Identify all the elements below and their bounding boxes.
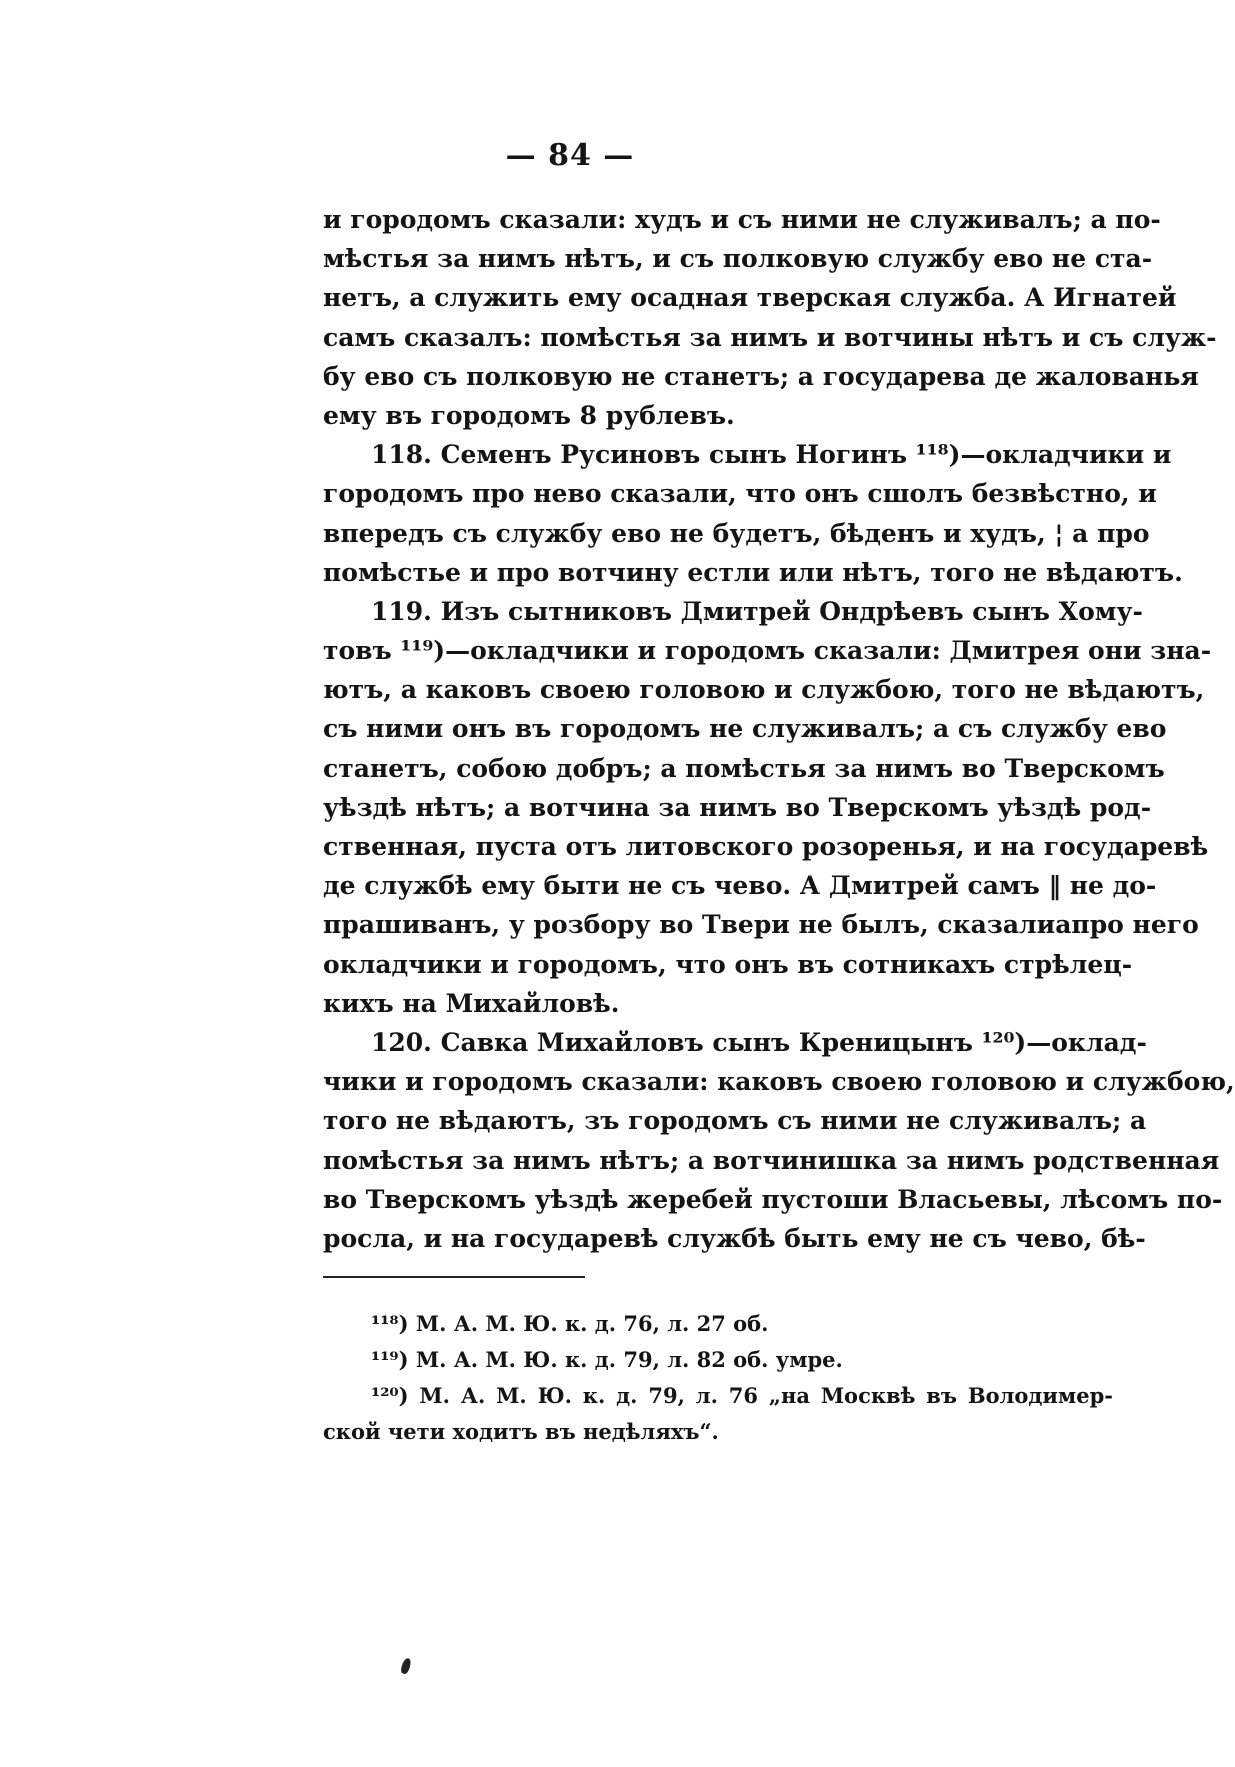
- text-line: во Тверскомъ уѣздѣ жеребей пустоши Власьевы, лѣсомъ по-: [323, 1184, 1223, 1214]
- text-line: ему въ городомъ 8 рублевъ.: [323, 400, 735, 430]
- footnote-119: ¹¹⁹) М. А. М. Ю. к. д. 79, л. 82 об. умре.: [371, 1347, 843, 1372]
- entry-119-start: 119. Изъ сытниковъ Дмитрей Ондрѣевъ сынъ Хому-: [371, 596, 1143, 626]
- text-line: уѣздѣ нѣтъ; а вотчина за нимъ во Тверскомъ уѣздѣ род-: [323, 792, 1152, 822]
- footnote-120-continuation: ской чети ходитъ въ недѣляхъ“.: [323, 1419, 719, 1444]
- text-line: помѣстья за нимъ нѣтъ; а вотчинишка за нимъ родственная: [323, 1145, 1220, 1175]
- text-line: бу ево съ полковую не станетъ; а государева де жалованья: [323, 361, 1199, 391]
- text-line: чики и городомъ сказали: каковъ своею головою и службою,: [323, 1067, 1235, 1097]
- text-line: того не вѣдаютъ, зъ городомъ съ ними не служивалъ; а: [323, 1106, 1147, 1136]
- text-line: де службѣ ему быти не съ чево. А Дмитрей самъ ‖ не до-: [323, 871, 1157, 901]
- footnote-118: ¹¹⁸) М. А. М. Ю. к. д. 76, л. 27 об.: [371, 1311, 769, 1336]
- footnote-divider: [323, 1276, 585, 1278]
- text-line: ютъ, а каковъ своею головою и службою, того не вѣдаютъ,: [323, 675, 1205, 705]
- page-number: — 84 —: [505, 138, 635, 173]
- text-line: и городомъ сказали: худъ и съ ними не служивалъ; а по-: [323, 205, 1161, 234]
- text-line: нетъ, а служить ему осадная тверская служба. А Игнатей: [323, 283, 1177, 313]
- text-line: прашиванъ, у розбору во Твери не былъ, сказалиапро него: [323, 910, 1199, 940]
- text-line: товъ ¹¹⁹)—окладчики и городомъ сказали: Дмитрея они зна-: [323, 636, 1212, 666]
- text-line: росла, и на государевѣ службѣ быть ему не съ чево, бѣ-: [323, 1223, 1146, 1253]
- text-line: городомъ про нево сказали, что онъ сшолъ безвѣстно, и: [323, 479, 1157, 509]
- text-line: мѣстья за нимъ нѣтъ, и съ полковую службу ево не ста-: [323, 244, 1153, 274]
- text-line: помѣстье и про вотчину естли или нѣтъ, того не вѣдаютъ.: [323, 557, 1183, 587]
- entry-118-start: 118. Семенъ Русиновъ сынъ Ногинъ ¹¹⁸)—окладчики и: [371, 440, 1172, 470]
- text-line: ственная, пуста отъ литовского розоренья, и на государевѣ: [323, 832, 1209, 861]
- footnote-120: ¹²⁰) М. А. М. Ю. к. д. 79, л. 76 „на Москвѣ въ Володимер-: [371, 1383, 1113, 1408]
- text-line: самъ сказалъ: помѣстья за нимъ и вотчины нѣтъ и съ служ-: [323, 322, 1217, 352]
- text-line: окладчики и городомъ, что онъ въ сотникахъ стрѣлец-: [323, 949, 1133, 979]
- ink-speck: [400, 1657, 413, 1675]
- entry-120-start: 120. Савка Михайловъ сынъ Креницынъ ¹²⁰)—оклад-: [371, 1027, 1147, 1057]
- text-line: съ ними онъ въ городомъ не служивалъ; а съ службу ево: [323, 714, 1167, 744]
- text-line: впередъ съ службу ево не будетъ, бѣденъ и худъ, ¦ а про: [323, 518, 1150, 548]
- main-text: [323, 200, 1235, 1258]
- text-line: кихъ на Михайловѣ.: [323, 988, 620, 1018]
- footnotes: [323, 1306, 1113, 1450]
- text-line: станетъ, собою добръ; а помѣстья за нимъ во Тверскомъ: [323, 753, 1165, 783]
